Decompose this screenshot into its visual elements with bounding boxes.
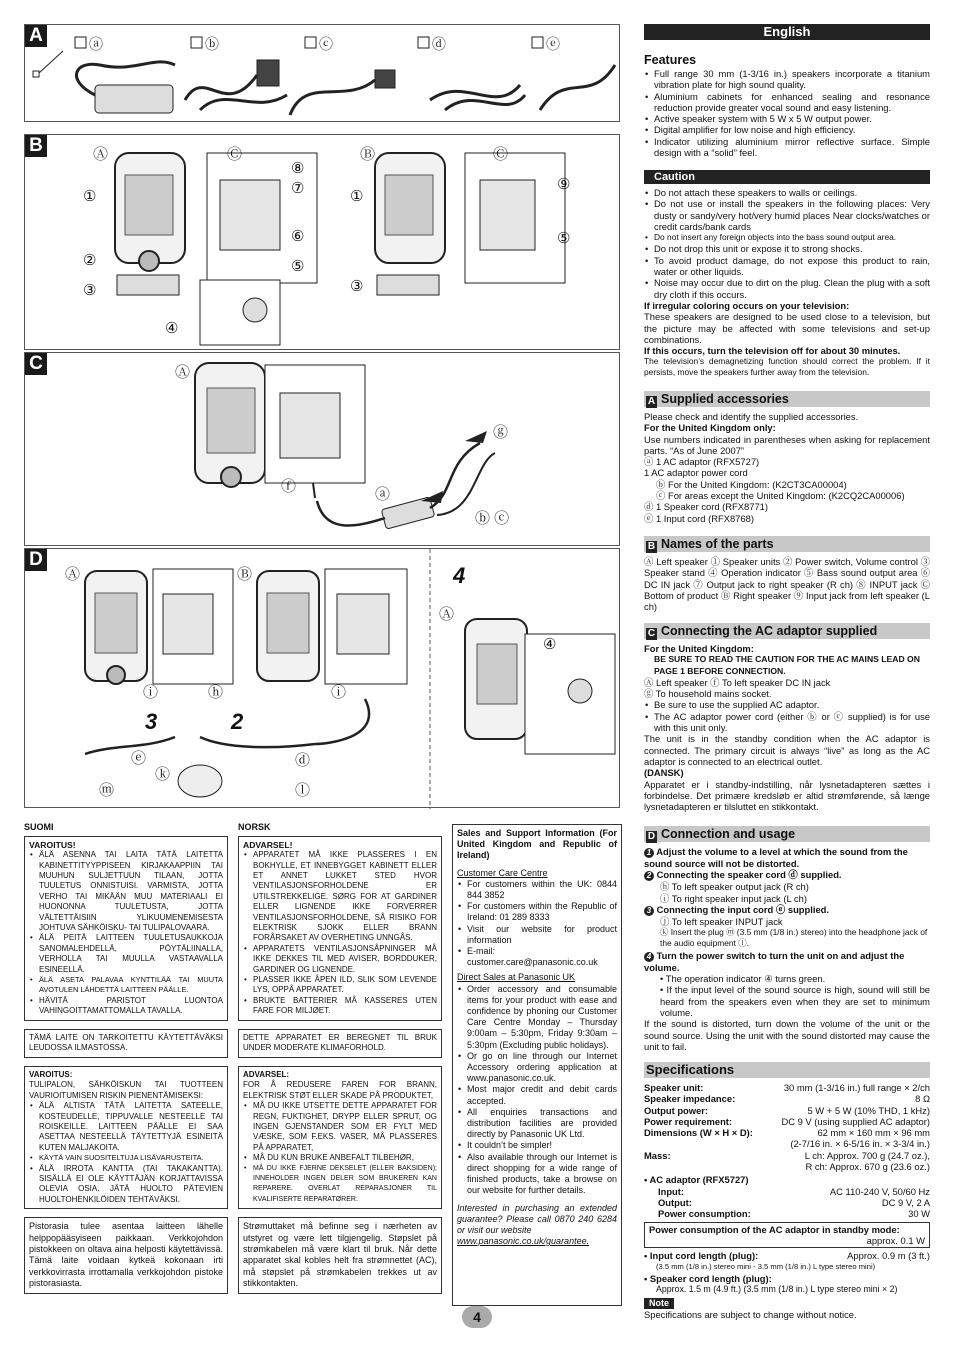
spec-key: Dimensions (W × H × D): [644,1127,753,1139]
names-section [644,536,930,612]
label-h: ⓗ [208,684,224,701]
accessories-section [644,391,930,524]
step-text: Turn the power switch to turn the unit on and adjust the volume. [644,949,905,973]
spec-table [644,1082,930,1172]
ds-item: • All enquiries transactions and distribution facilities are provided directly by Panasonic UK Ltd. [467,1107,617,1141]
suomi-column [24,822,228,1294]
ac-adaptor-illustration [25,353,621,547]
specifications-section [644,1062,930,1321]
cord-value: Approx. 1.5 m (4.9 ft.) (3.5 mm (1/8 in.) L type stereo mini × 2) [656,1284,898,1295]
label-e: ⓔ [131,750,147,767]
step-number: 1 [644,848,654,858]
ac-title: Connecting the AC adaptor supplied [661,624,878,638]
section-letter: C [647,628,656,639]
caution-section [644,170,930,378]
warning-item: • KÄYTÄ VAIN SUOSITELTUJA LISÄVARUSTEITA. [39,1153,223,1163]
step-3-badge: 3 [145,709,158,734]
norsk-caution-box [238,1066,442,1209]
label-6: ⑥ [291,228,305,245]
ac-bullet: • The AC adaptor power cord (either ⓑ or ⓒ supplied) is for use with this unit only. [654,711,930,734]
norsk-title: NORSK [238,822,271,832]
spec-key: Input: [658,1185,685,1197]
connection-illustration [25,549,621,809]
panel-letter-a: A [25,25,47,47]
caution-item: • Do not drop this unit or expose it to strong shocks. [654,243,930,254]
standby-box [644,1222,930,1249]
norsk-warning-box [238,836,442,1021]
label-k: ⓚ [155,766,171,783]
standby-head: Power consumption of the AC adaptor in standby mode: [649,1223,900,1235]
step-number: 4 [644,952,654,962]
features-section [644,52,930,158]
spec-key: Speaker unit: [644,1082,704,1093]
acc-item: ⓑ For the United Kingdom: (K2CT3CA00004) [656,478,847,490]
ac-bullets [644,699,930,733]
tv-heading: If irregular coloring occurs on your television: [644,299,850,311]
label-7: ⑦ [291,180,305,197]
label-speaker-a: Ⓐ [65,566,81,583]
label-speaker-a: Ⓐ [175,364,191,381]
acc-item: ⓒ For areas except the United Kingdom: (K2CQ2CA00006) [656,490,905,502]
spec-key: Output power: [644,1104,709,1116]
label-5: ⑤ [291,258,305,275]
step-2-badge: 2 [231,709,244,734]
spec-key: Speaker impedance: [644,1093,736,1105]
feature-item: • Full range 30 mm (1-3/16 in.) speakers incorporate a titanium vibration plate for high sound quality. [654,68,930,91]
section-letter: D [647,831,656,842]
suomi-socket-box: Pistorasia tulee asentaa laitteen lähelle helppopääsyiseen paikkaan. Verkkojohdon pistokkeen on oltava aina helposti käytettävissä. Tämä laite voidaan kytkeä kokonaan irti verkkovirrasta irrottamalla verkkojohdon pistoke pistorasiasta. [24,1217,228,1293]
acc-item: ⓔ 1 Input cord (RFX8768) [644,512,754,524]
box-heading: ADVARSEL: [243,1069,290,1079]
item-label-e: ⓔ [546,36,560,52]
label-bottom-c: Ⓒ [227,146,243,163]
step-number: 3 [644,906,654,916]
norsk-socket-box: Strømuttaket må befinne seg i nærheten av utstyret og være lett tilgjengelig. Støpslet på strømkabelen må være klart til bruk. Når dette apparatet skal kobles helt fra strømnettet (AC), må støpslet på strømkabelen trekkes ut av stikkontakten. [238,1217,442,1293]
cc-item: • For customers within the UK: 0844 844 3852 [467,879,617,901]
names-text: Ⓐ Left speaker ① Speaker units ② Power switch, Volume control ③ Speaker stand ④ Operation indicator ⑤ Bass sound output area ⑥ DC IN jack ⑦ Output jack to right speaker (R ch) ⑧ INPUT jack Ⓒ Bottom of product Ⓑ Right speaker ⑨ Input jack from left speaker (L ch) [644,556,930,613]
figure-panel-a [24,24,620,122]
section-letter: A [647,396,656,407]
spec-value: R ch: Approx. 670 g (23.6 oz.) [805,1161,930,1173]
spec-key: Mass: [644,1149,671,1161]
caution-item: • To avoid product damage, do not expose this product to rain, water or other liquids. [654,255,930,278]
label-3: ③ [83,282,97,299]
label-f: ⓕ [281,478,297,495]
note-text: Specifications are subject to change without notice. [644,1309,857,1321]
label-9: ⑨ [557,176,571,193]
uk-heading: Sales and Support Information (For United Kingdom and Republic of Ireland) [457,828,617,861]
suomi-warning-box [24,836,228,1021]
warning-item: • ÄLÄ IRROTA KANTTA (TAI TAKAKANTTA). SISÄLLÄ EI OLE KÄYTTÄJÄN KORJATTAVISSA OLEVIA OSIA. JÄTÄ HUOLTO PÄTEVIEN HUOLTOHENKILÖIDEN TEHTÄVÄKSI. [39,1164,223,1206]
ac-dansk: Apparatet er i standby-indstilling, når lysnetadapteren sættes i forbindelse. Det primære kredsløb er altid strømførende, så længe lysnetadapteren er tilsluttet en stikkontakt. [644,778,930,813]
step-4-badge: 4 [453,563,466,588]
ds-item[interactable]: • Or go on line through our Internet Accessory ordering application at www.panasonic.co.uk. [467,1051,617,1085]
ac-dansk-head: (DANSK) [644,767,684,779]
step-text: Connecting the input cord ⓔ supplied. [656,903,829,915]
label-4: ④ [543,636,557,653]
box-intro: TULIPALON, SÄHKÖISKUN TAI TUOTTEEN VAURIOITUMISEN RISKIN PIENENTÄMISEKSI: [29,1080,223,1100]
acc-uk-head: For the United Kingdom only: [644,422,776,434]
feature-item: • Active speaker system with 5 W x 5 W output power. [654,113,930,124]
panel-letter-c: C [25,353,47,375]
step-sub: ⓘ To right speaker input jack (L ch) [660,892,807,904]
warning-item: • ÄLÄ ASETA PALAVAA KYNTTILÄÄ TAI MUUTA AVOTULEN LÄHDETTÄ LAITTEEN PÄÄLLE. [39,975,223,996]
tv-small: The television’s demagnetizing function should correct the problem. If it persists, move the speakers further away from the television. [644,356,930,378]
caution-item: • Do not attach these speakers to walls or ceilings. [654,187,930,198]
uk-sales-box [452,824,622,1306]
connection-steps [644,846,930,1018]
accessories-title: Supplied accessories [661,392,789,406]
box-intro: FOR Å REDUSERE FAREN FOR BRANN, ELEKTRISK STØT ELLER SKADE PÅ PRODUKTET, [243,1080,437,1100]
label-i: ⓘ [143,684,159,701]
caution-item: • Do not use or install the speakers in the following places: Very dusty or sandy/very hot/very humid places Near clocks/watches or credit cards/bank cards [654,198,930,232]
language-header: English [644,24,930,40]
warning-item: • PLASSER IKKE ÅPEN ILD, SLIK SOM LEVENDE LYS, OPPÅ APPARATET. [253,975,437,996]
connection-title-bar [644,826,930,842]
cord-small: (3.5 mm (1/8 in.) stereo mini - 3.5 mm (1/8 in.) L type stereo mini) [656,1262,876,1272]
label-1: ① [83,188,97,205]
ac-standby: The unit is in the standby condition when the AC adaptor is connected. The primary circuit is always “live” as long as the AC adaptor is connected to an electrical outlet. [644,733,930,767]
ac-line: Ⓐ Left speaker ⓕ To left speaker DC IN jack [644,676,831,688]
label-l: ⓛ [295,782,311,799]
tv-bold: If this occurs, turn the television off for about 30 minutes. [644,345,901,357]
suomi-caution-box [24,1066,228,1209]
ac-section [644,623,930,812]
norsk-climate-box: DETTE APPARATET ER BEREGNET TIL BRUK UNDER MODERATE KLIMAFORHOLD. [238,1029,442,1058]
item-label-d: ⓓ [432,36,446,52]
step-number: 2 [644,871,654,881]
warning-item: • APPARATETS VENTILASJONSÅPNINGER MÅ IKKE DEKKES TIL MED AVISER, BORDDUKER, GARDINER OG LIGNENDE. [253,944,437,975]
ds-item: • It couldn’t be simpler! [467,1140,617,1151]
warning-item: • BRUKTE BATTERIER MÅ KASSERES UTEN FARE FOR MILJØET. [253,996,437,1017]
spec-value: DC 9 V, 2 A [881,1196,930,1208]
acc-intro: Please check and identify the supplied accessories. [644,411,859,422]
step-sub: • If the input level of the sound source is high, sound will still be heard from the speakers even when they are set to minimum volume. [660,984,930,1018]
norsk-column [238,822,442,1294]
ac-uk-head: For the United Kingdom: [644,643,754,654]
label-d: ⓓ [295,752,311,769]
feature-item: • Indicator utilizing aluminium mirror reflective surface. Simple design with a “solid” feel. [654,136,930,159]
item-label-b: ⓑ [205,36,219,52]
label-1-b: ① [350,188,364,205]
ds-item: • Order accessory and consumable items for your product with ease and confidence by phoning our Customer Care Centre Monday – Thursday 9:00am – 5:30pm, Friday 9:30am – 5:30pm (Excluding public holidays). [467,984,617,1051]
spec-value: 8 Ω [915,1093,930,1105]
guarantee-text: Interested in purchasing an extended guarantee? Please call 0870 240 6284 or visit our website [457,1202,617,1235]
suomi-climate-box: TÄMÄ LAITE ON TARKOITETTU KÄYTETTÄVÄKSI LEUDOSSA ILMASTOSSA. [24,1029,228,1058]
label-speaker-a-2: Ⓐ [439,606,455,623]
spec-key: Output: [658,1196,692,1208]
label-3-b: ③ [350,278,364,295]
features-list [644,68,930,158]
cc-item[interactable]: • E-mail: customer.care@panasonic.co.uk [467,946,617,968]
step-sub: ⓗ To left speaker output jack (R ch) [660,881,809,893]
names-title: Names of the parts [661,537,774,551]
spec-value: AC 110-240 V, 50/60 Hz [829,1185,930,1197]
caution-title: Caution [644,170,930,184]
warning-item: • MÅ DU IKKE FJERNE DEKSELET (ELLER BAKSIDEN); INNEHOLDER INGEN DELER SOM BRUKEREN KAN REPARERE. OVERLAT REPARASJONER TIL KVALIFISERTE REPARATØRER. [253,1164,437,1206]
warning-item: • MÅ DU KUN BRUKE ANBEFALT TILBEHØR, [253,1153,437,1163]
connection-title: Connection and usage [661,827,796,841]
label-b-c: ⓑ ⓒ [475,510,510,527]
label-i-2: ⓘ [331,684,347,701]
caution-item: • Do not insert any foreign objects into the bass sound output area. [654,232,930,243]
step-text: Connecting the speaker cord ⓓ supplied. [656,869,842,881]
box-heading: VAROITUS: [29,1069,73,1079]
section-letter: B [647,541,656,552]
label-8: ⑧ [291,160,305,177]
acc-uk: Use numbers indicated in parentheses when asking for replacement parts. “As of June 2007” [644,433,930,456]
ac-bullet: • Be sure to use the supplied AC adaptor. [654,699,930,710]
connection-tail: If the sound is distorted, turn down the volume of the unit or the sound source. Using the unit with the sound distorted may cause the unit to fail. [644,1018,930,1052]
spec-value: 62 mm × 160 mm × 96 mm [817,1127,930,1139]
accessories-title-bar [644,391,930,407]
ds-item: • Also available through our Internet is direct shopping for a wide range of finished products, take a browse on our website for further details. [467,1152,617,1197]
spec-key: Power requirement: [644,1115,733,1127]
acc-item: ⓓ 1 Speaker cord (RFX8771) [644,501,769,513]
names-title-bar [644,536,930,552]
warning-item: • APPARATET MÅ IKKE PLASSERES I EN BOKHYLLE, ET INNEBYGGET KABINETT ELLER ET ANNET LUKKET STED HVOR VENTILASJONSFORHOLDENE ER UTILSTREKKELIGE. SØRG FOR AT GARDINER ELLER LIGNENDE IKKE FORVERRER VENTILASJONSFORHOLDENE, SÅ RISIKO FOR ELEKTRISK SJOKK ELLER BRANN FORÅRSAKET AV OVERHETING UNNGÅS. [253,850,437,944]
item-label-a: ⓐ [89,36,103,52]
step-sub: ⓚ Insert the plug ⓜ (3.5 mm (1/8 in.) stereo) into the headphone jack of the audio equipment ⓛ. [660,927,928,949]
warning-item: • ÄLÄ ALTISTA TÄTÄ LAITETTA SATEELLE, KOSTEUDELLE, TIPPUVALLE NESTEELLE TAI ROISKEILLE. LAITTEEN PÄÄLLE EI SAA ASETTAA NESTEELLÄ TÄYTETTYJÄ ESINEITÄ KUTEN MALJAKOITA. [39,1101,223,1153]
figure-panel-b [24,134,620,350]
warning-item: • HÄVITÄ PARISTOT LUONTOA VAHINGOITTAMATTOMALLA TAVALLA. [39,996,223,1017]
standby-value: approx. 0.1 W [866,1234,925,1246]
spec-value: 5 W + 5 W (10% THD, 1 kHz) [807,1104,930,1116]
item-label-c: ⓒ [319,36,333,52]
ac-uk-bold: BE SURE TO READ THE CAUTION FOR THE AC MAINS LEAD ON PAGE 1 BEFORE CONNECTION. [654,654,920,676]
label-m: ⓜ [99,782,115,799]
label-2: ② [83,252,97,269]
guarantee-link[interactable]: www.panasonic.co.uk/guarantee. [457,1236,590,1247]
cc-title: Customer Care Centre [457,867,548,878]
box-heading: VAROITUS! [29,839,76,850]
warning-item: • ÄLÄ ASENNA TAI LAITA TÄTÄ LAITETTA KABINETTITYYPPISEEN KIRJAKAAPPIIN TAI MUUHUN SULJETTUUN TILAAN, JOTTA TUULETUS ONNISTUISI. VARMISTA, JOTTA VERHO TAI MIKÄÄN MUU MATERIAALI EI HUONONNA TUULETUSTA, JOTTA VÄLTETTÄISIIN YLIKUUMENEMISESTA JOHTUVA SÄHKÖISKU- TAI TULIPALOVAARA. [39,850,223,933]
box-heading: ADVARSEL! [243,839,293,850]
note-label: Note [644,1298,674,1309]
figure-panel-d [24,548,620,808]
label-speaker-a: Ⓐ [93,146,109,163]
cord-key: • Speaker cord length (plug): [644,1272,772,1284]
panel-letter-b: B [25,135,47,157]
warning-item: • MÅ DU IKKE UTSETTE DETTE APPARATET FOR REGN, FUKTIGHET, DRYPP ELLER SPRUT, OG INGEN GJENSTANDER SOM ER FYLT MED VÆSKE, SOM F.EKS. VASER, MÅ PLASSERES PÅ APPARATET, [253,1101,437,1153]
label-g: ⓖ [493,424,509,441]
ds-title: Direct Sales at Panasonic UK [457,972,576,983]
step-text: Adjust the volume to a level at which the sound from the sound source will not be distorted. [644,846,908,869]
cc-item: • Visit our website for product information [467,924,617,946]
cord-key: • Input cord length (plug): [644,1250,759,1262]
parts-illustration [25,135,621,351]
ac-line: ⓖ To household mains socket. [644,688,772,700]
ds-item: • Most major credit and debit cards accepted. [467,1084,617,1106]
step-sub: • The operation indicator ④ turns green. [660,973,826,985]
label-speaker-b: Ⓑ [360,146,376,163]
cc-item: • For customers within the Republic of Ireland: 01 289 8333 [467,901,617,923]
panel-letter-d: D [25,549,47,571]
spec-value: L ch: Approx. 700 g (24.7 oz.), [804,1149,930,1161]
spec-value: DC 9 V (using supplied AC adaptor) [781,1115,930,1127]
step-sub: ⓙ To left speaker INPUT jack [660,915,783,927]
suomi-title: SUOMI [24,822,54,832]
spec-value: 30 W [908,1208,930,1220]
label-speaker-b: Ⓑ [237,566,253,583]
warning-item: • ÄLÄ PEITÄ LAITTEEN TUULETUSAUKKOJA SANOMALEHDELLÄ, PÖYTÄLIINALLA, VERHOLLA TAI MUULLA VASTAAVALLA ESINEELLÄ. [39,933,223,975]
tv-text: These speakers are designed to be used close to a television, but the picture may be affected with some televisions and set-up combinations. [644,311,930,345]
cord-value: Approx. 0.9 m (3 ft.) [847,1250,930,1262]
caution-item: • Noise may occur due to dirt on the plug. Clean the plug with a soft dry cloth if this occurs. [654,277,930,300]
feature-item: • Aluminium cabinets for enhanced sealing and resonance reduction provide greater vocal sound and easy listening. [654,91,930,114]
page-number: 4 [462,1306,492,1328]
figure-panel-c [24,352,620,546]
spec-value: 30 mm (1-3/16 in.) full range × 2/ch [783,1082,930,1093]
acc-item: ⓐ 1 AC adaptor (RFX5727) [644,456,760,468]
caution-list [644,187,930,300]
spec-title: Specifications [644,1062,930,1078]
ac-adaptor-spec-head: • AC adaptor (RFX5727) [644,1174,749,1186]
label-5-b: ⑤ [557,230,571,247]
label-4: ④ [165,320,179,337]
feature-item: • Digital amplifier for low noise and high efficiency. [654,124,930,135]
label-bottom-c-2: Ⓒ [493,146,509,163]
label-a: ⓐ [375,486,391,503]
spec-key: Power consumption: [658,1208,751,1220]
connection-section [644,826,930,1052]
ac-title-bar [644,623,930,639]
acc-item: 1 AC adaptor power cord [644,467,748,479]
spec-value: (2-7/16 in. × 6-5/16 in. × 3-3/4 in.) [790,1138,930,1150]
features-title: Features [644,53,697,67]
